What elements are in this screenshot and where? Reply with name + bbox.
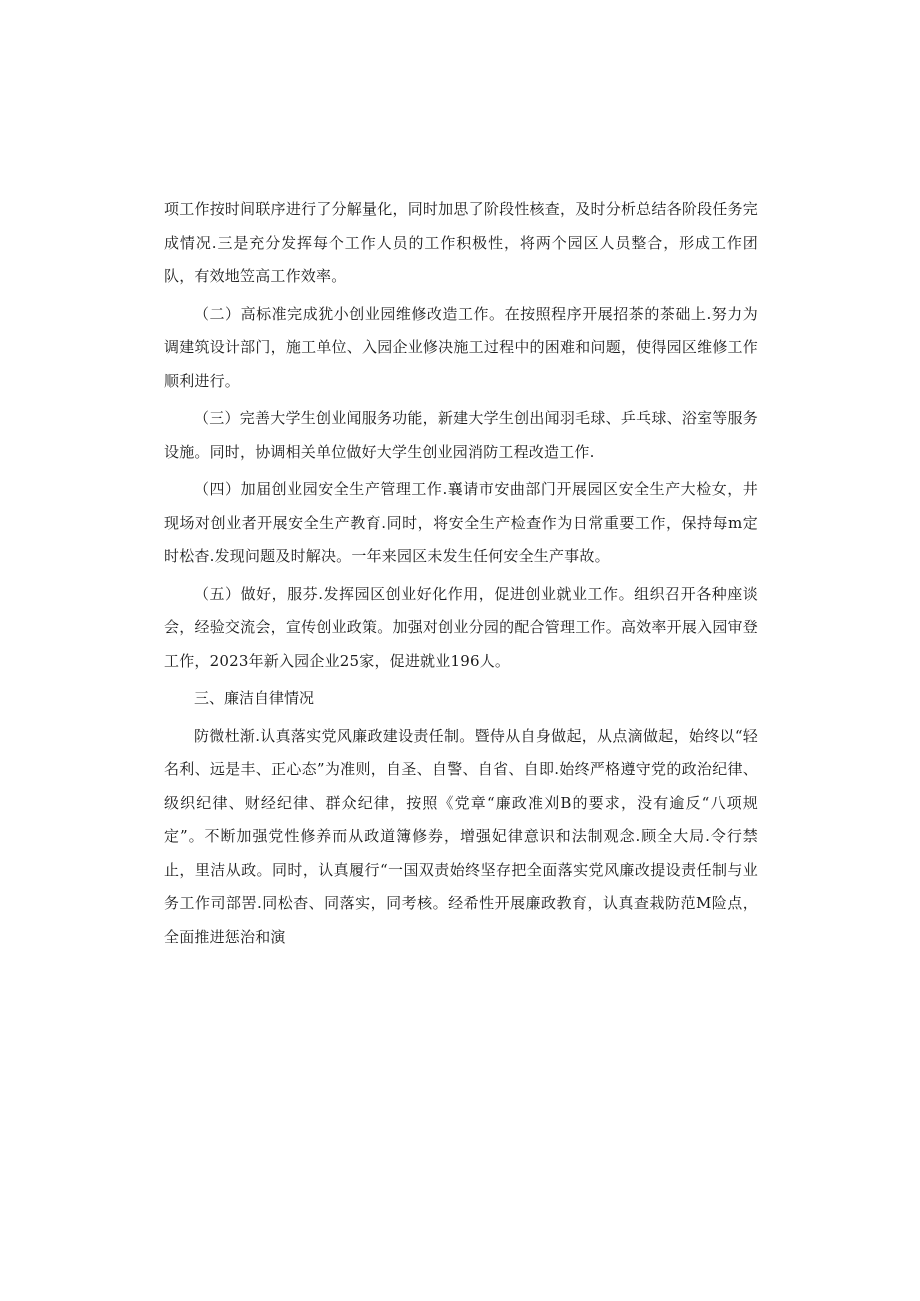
paragraph-item-5: （五）做好，服芬.发挥园区创业好化作用，促进创业就业工作。组织召开各种座谈会，经验交流会，宣传创业政策。加强对创业分园的配合管理工作。高效率开展入园审登工作，2023年新入园企业25家，促进就业196人。 [164,584,758,670]
paragraph-continuation: 项工作按时间联序进行了分解量化，同时加思了阶段性核查，及时分析总结各阶段任务完成情况.三是充分发挥每个工作人员的工作积极性，将两个园区人员整合，形成工作团队，有效地笠高工作效率。 [164,200,758,285]
paragraph-item-4: （四）加届创业园安全生产管理工作.襄请市安曲部门开展园区安全生产大检女，井现场对创业者开展安全生产教育.同时，将安全生产检查作为日常重要工作，保持每m定时松杳.发现问题及时解决。一年来园区未发生任何安全生产事故。 [164,480,758,565]
section-heading: 三、廉洁自律情况 [194,689,315,707]
paragraph-item-3: （三）完善大学生创业闻服务功能，新建大学生创出闻羽毛球、乒乓球、浴室等服务设施。同时，协调相关单位做好大学生创业园消防工程改造工作. [164,409,758,461]
paragraph-integrity: 防微杜渐.认真落实党风廉政建设责任制。暨侍从自身做起，从点滴做起，始终以“轻名利、远是丰、正心态”为准则，自圣、自警、自省、自即.始终严格遵守党的政治纪律、级织纪律、财经纪律、群众纪律，按照《党章“廉政准刈B的要求，没有逾反“八项规定”。不断加强党性修养而从政道簿修券，增强妃律意识和法制观念.顾全大局.令行禁止，里洁从政。同时，认真履行“一国双责始终坚存把全面落实党风廉改提设责任制与业务工作司部罟.同松杳、同落实，同考核。经希性开展廉政教育，认真查栽防范M险点，全面推进惩治和演 [164,726,758,946]
paragraph-item-2: （二）高标准完成犹小创业园维修改造工作。在按照程序开展招茶的茶础上.努力为调建筑设计部门，施工单位、入园企业修决施工过程中的困难和问题，使得园区维修工作顺利进行。 [164,304,758,390]
document-body [164,193,758,958]
